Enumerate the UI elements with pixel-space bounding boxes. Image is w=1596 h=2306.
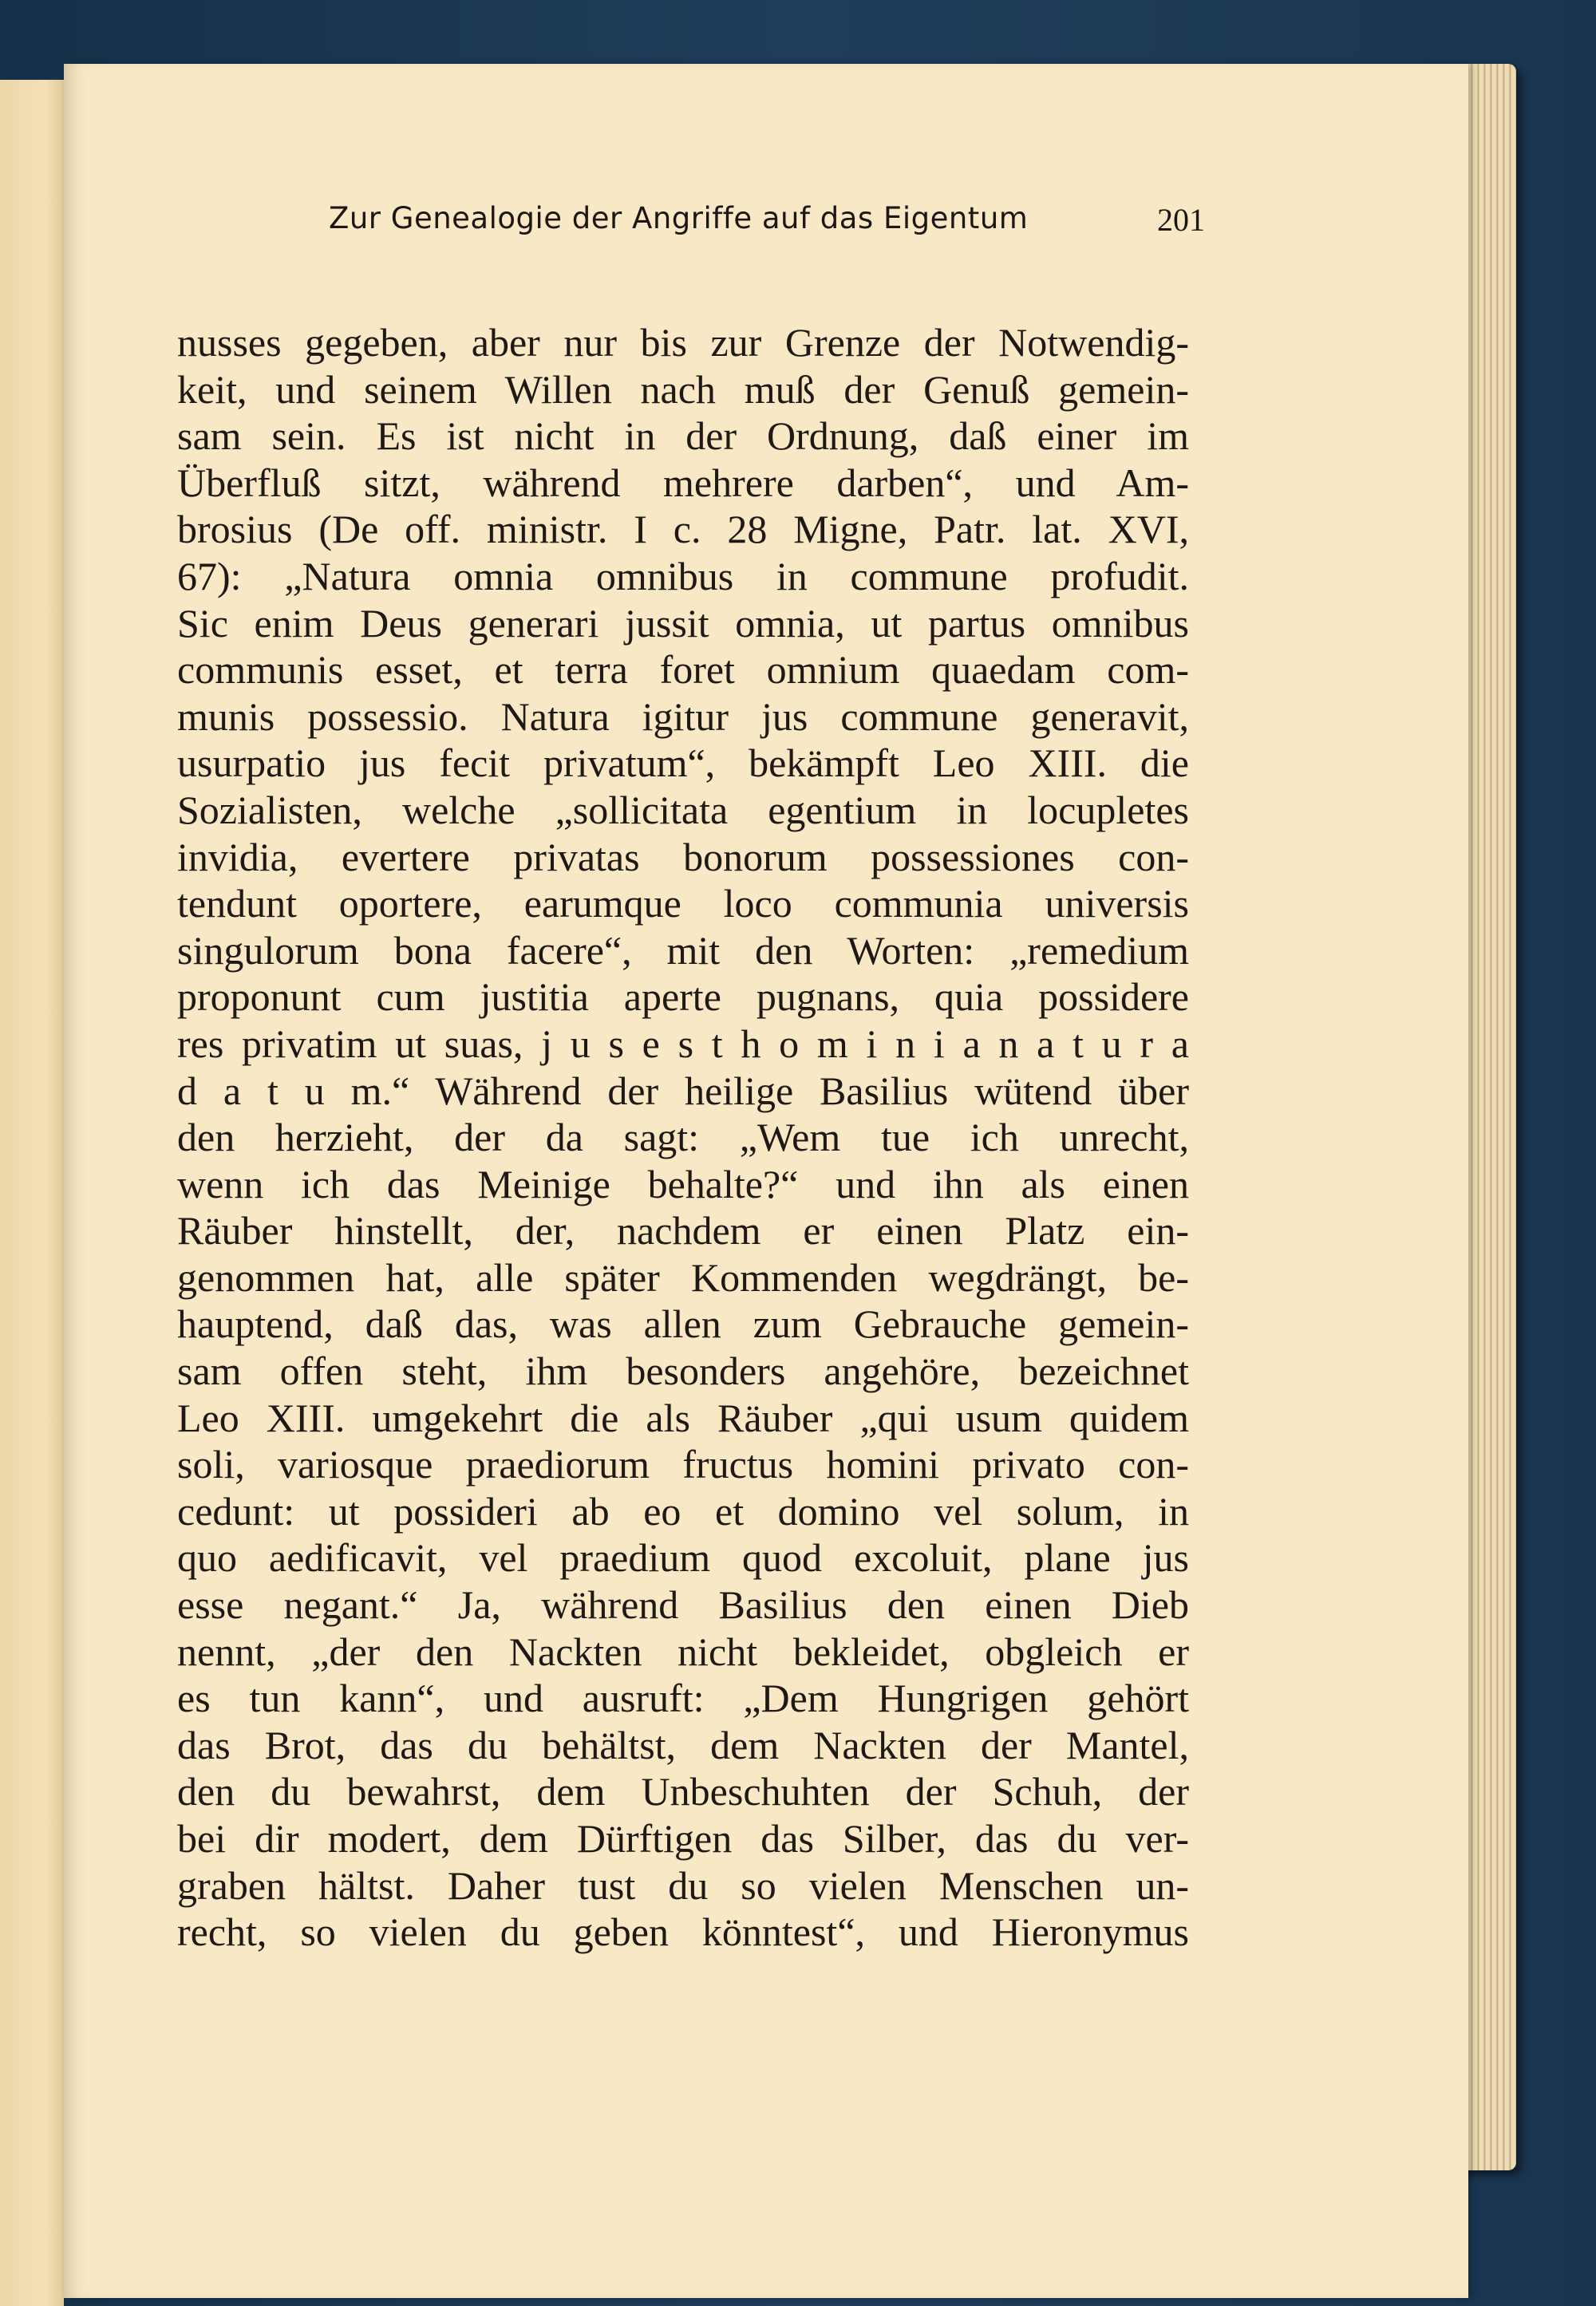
text-line: quo aedificavit, vel praedium quod excoluit, plane jus [177,1535,1189,1581]
text-line: das Brot, das du behältst, dem Nackten der Mantel, [177,1722,1189,1767]
text-line: keit, und seinem Willen nach muß der Genuß gemein- [177,366,1189,412]
page-header [261,201,1205,257]
text-line: res privatim ut suas, j u s e s t h o m i n i a n a t u r a [177,1021,1189,1066]
text-line: munis possessio. Natura igitur jus commune generavit, [177,693,1189,739]
text-line: soli, variosque praediorum fructus homini privato con- [177,1442,1189,1487]
running-title: Zur Genealogie der Angriffe auf das Eigentum [329,201,1029,235]
text-line: nennt, „der den Nackten nicht bekleidet, obgleich er [177,1629,1189,1674]
text-line: sam sein. Es ist nicht in der Ordnung, daß einer im [177,413,1189,459]
text-line: singulorum bona facere“, mit den Worten: „remedium [177,927,1189,973]
text-line: esse negant.“ Ja, während Basilius den einen Dieb [177,1582,1189,1628]
text-line: Leo XIII. umgekehrt die als Räuber „qui usum quidem [177,1395,1189,1440]
text-line: brosius (De off. ministr. I c. 28 Migne, Patr. lat. XVI, [177,507,1189,552]
text-line: wenn ich das Meinige behalte?“ und ihn als einen [177,1161,1189,1206]
text-line: Sic enim Deus generari jussit omnia, ut partus omnibus [177,600,1189,646]
text-line: tendunt oportere, earumque loco communia universis [177,881,1189,926]
text-line: bei dir modert, dem Dürftigen das Silber, das du ver- [177,1816,1189,1861]
text-line: usurpatio jus fecit privatum“, bekämpft Leo XIII. die [177,740,1189,786]
text-line: Räuber hinstellt, der, nachdem er einen Platz ein- [177,1208,1189,1254]
text-line: nusses gegeben, aber nur bis zur Grenze der Notwendig- [177,320,1189,365]
page-number: 201 [1157,202,1205,238]
text-line: den du bewahrst, dem Unbeschuhten der Schuh, der [177,1769,1189,1814]
text-line: cedunt: ut possideri ab eo et domino vel solum, in [177,1488,1189,1534]
text-line: den herzieht, der da sagt: „Wem tue ich unrecht, [177,1115,1189,1160]
text-line: 67): „Natura omnia omnibus in commune profudit. [177,553,1189,598]
text-line: genommen hat, alle später Kommenden wegdrängt, be- [177,1254,1189,1300]
facing-page-edge [0,80,64,2306]
text-line: hauptend, daß das, was allen zum Gebrauche gemein- [177,1301,1189,1347]
text-line: es tun kann“, und ausruft: „Dem Hungrigen gehört [177,1676,1189,1721]
text-line: graben hältst. Daher tust du so vielen Menschen un- [177,1862,1189,1908]
text-line: Sozialisten, welche „sollicitata egentium in locupletes [177,787,1189,832]
text-line: recht, so vielen du geben könntest“, und Hieronymus [177,1909,1189,1955]
text-line: d a t u m.“ Während der heilige Basilius wütend über [177,1068,1189,1113]
body-text [177,319,1189,1956]
text-line: sam offen steht, ihm besonders angehöre, bezeichnet [177,1348,1189,1394]
text-line: Überfluß sitzt, während mehrere darben“, und Am- [177,460,1189,505]
text-line: proponunt cum justitia aperte pugnans, quia possidere [177,974,1189,1020]
text-line: invidia, evertere privatas bonorum possessiones con- [177,834,1189,879]
text-line: communis esset, et terra foret omnium quaedam com- [177,647,1189,693]
